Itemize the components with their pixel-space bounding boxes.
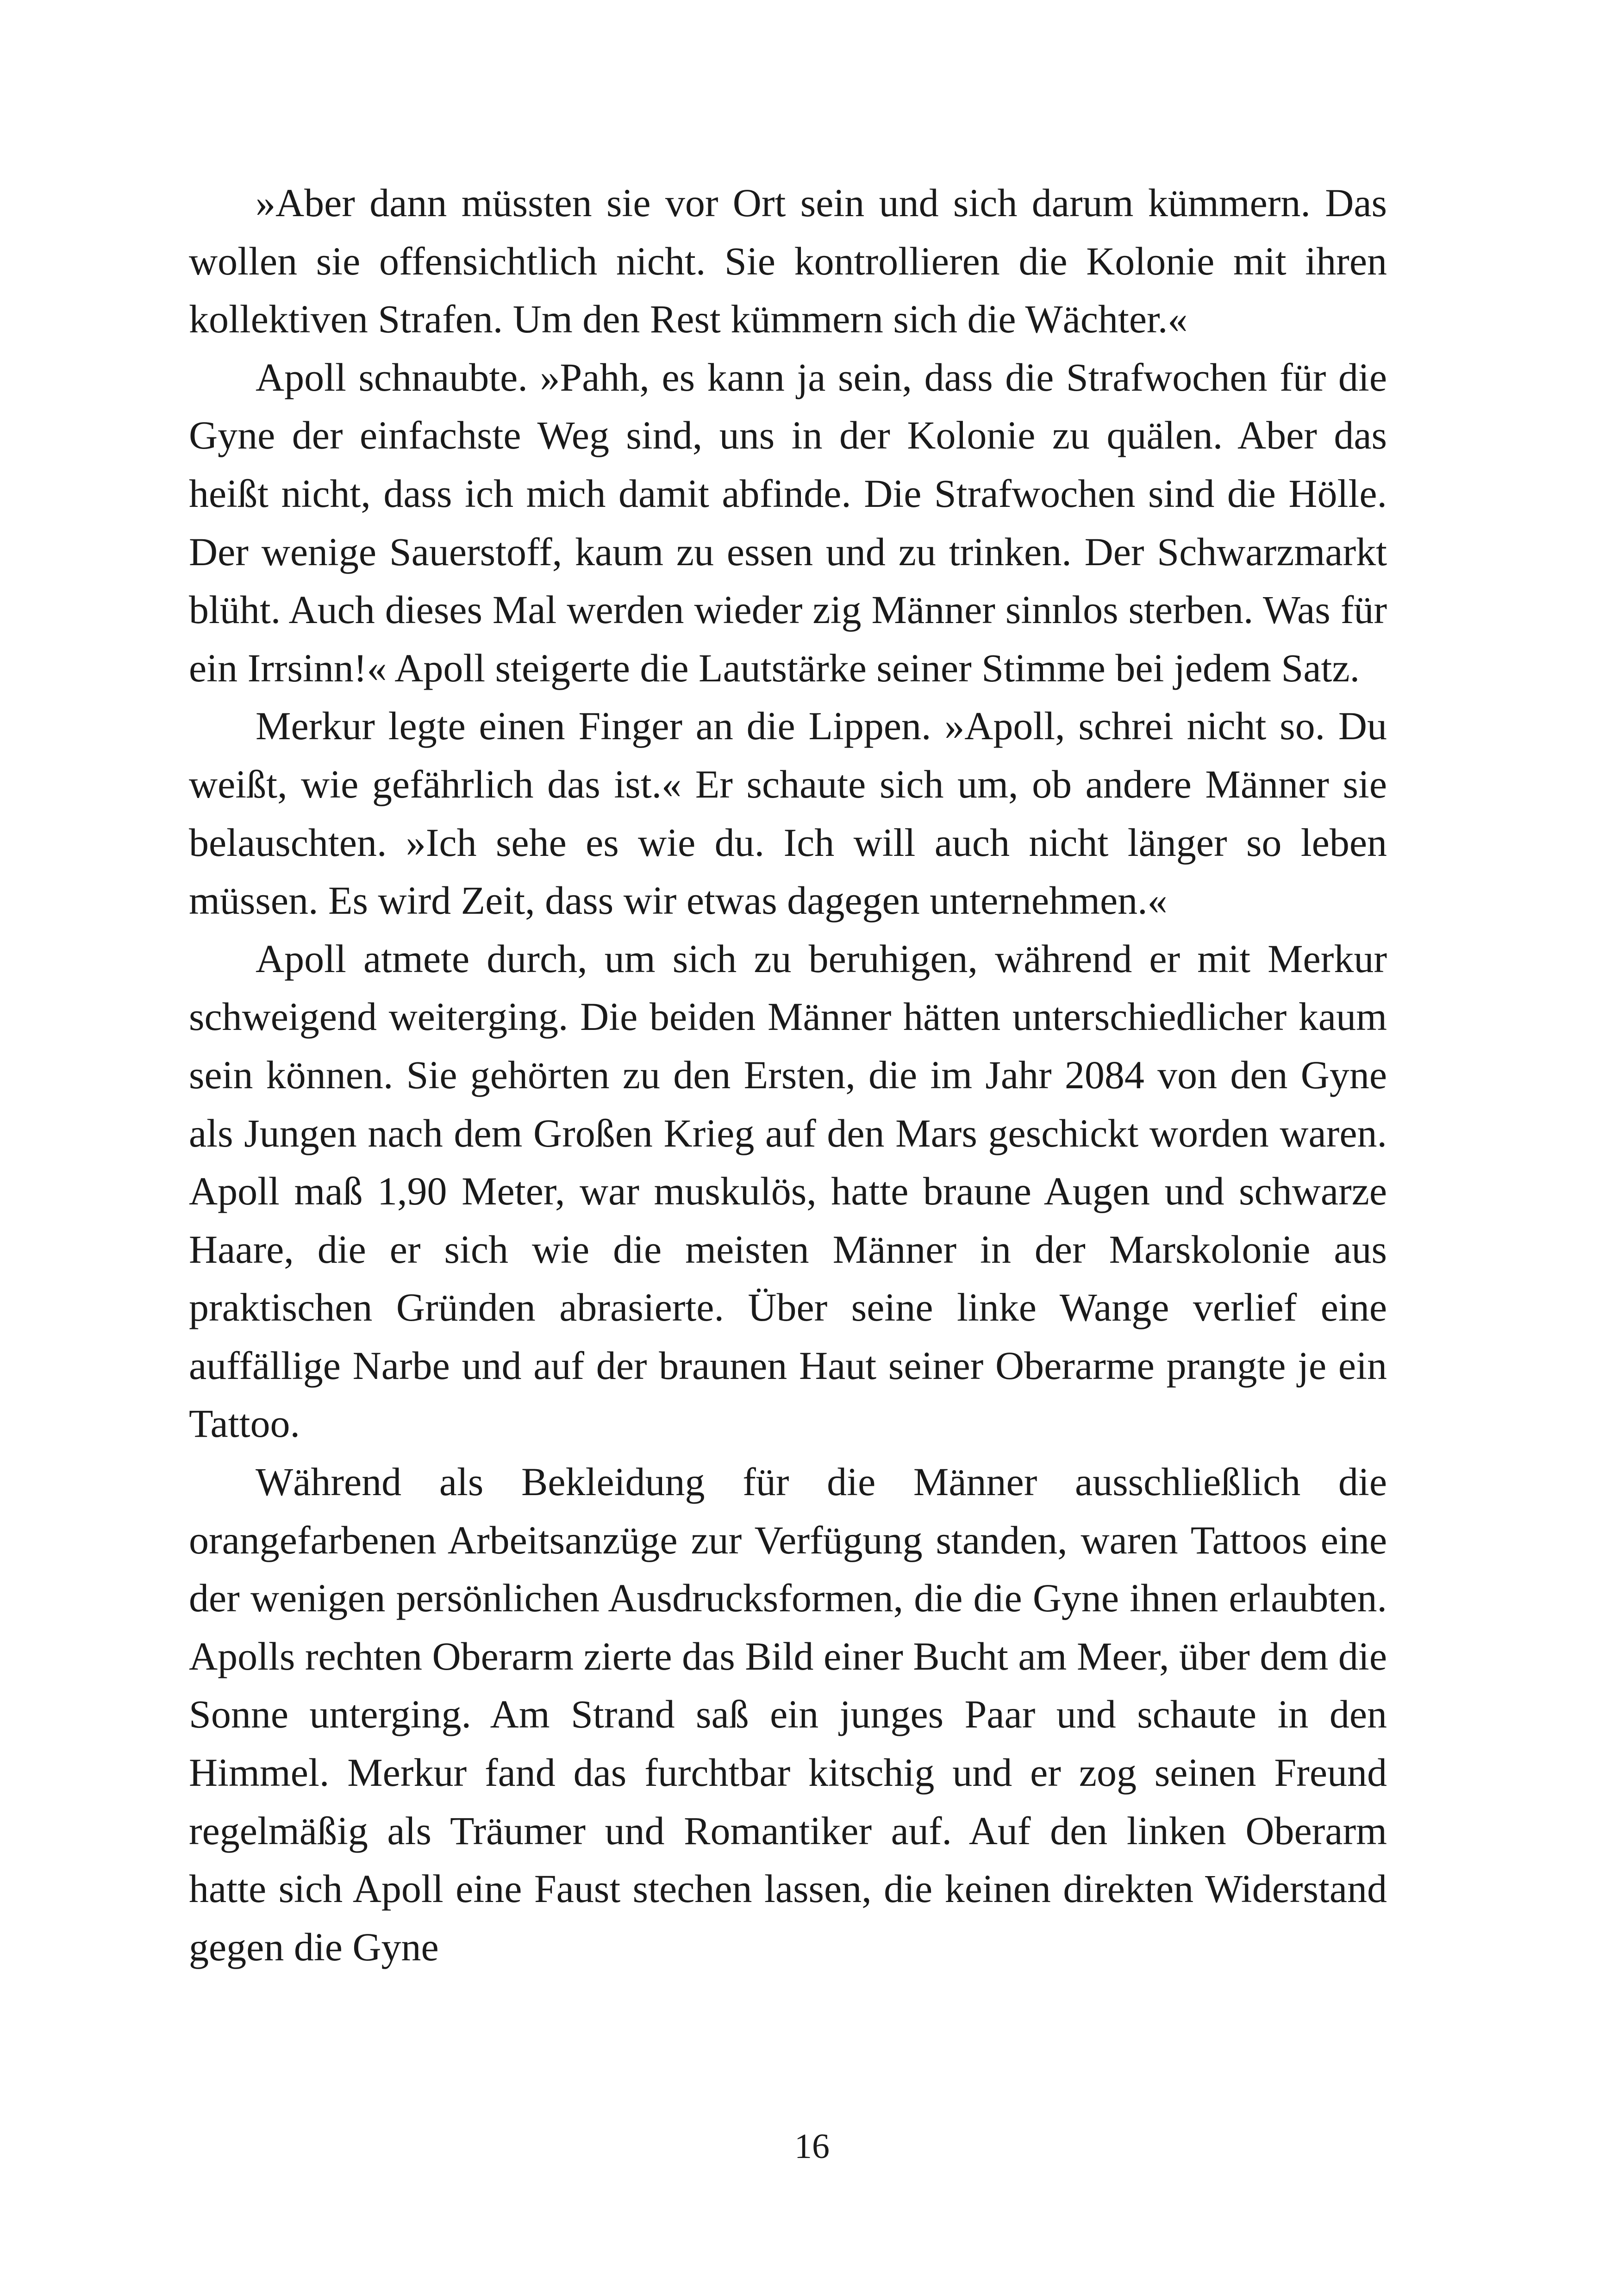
paragraph-3: Merkur legte einen Finger an die Lippen. »Apoll, schrei nicht so. Du weißt, wie gefährlich das ist.« Er schaute sich um, ob andere Männer sie belauschten. »Ich sehe es wie du. Ich will auch nicht länger so leben müssen. Es wird Zeit, dass wir etwas dagegen unternehmen.«	[189, 704, 1387, 923]
paragraph-4: Apoll atmete durch, um sich zu beruhigen, während er mit Merkur schweigend weiterging. Die beiden Männer hätten unterschiedlicher kaum sein können. Sie gehörten zu den Ersten, die im Jahr 2084 von den Gyne als Jungen nach dem Großen Krieg auf den Mars geschickt worden waren. Apoll maß 1,90 Meter, war muskulös, hatte braune Augen und schwarze Haare, die er sich wie die meisten Männer in der Marskolonie aus praktischen Gründen abrasierte. Über seine linke Wange verlief eine auffällige Narbe und auf der braunen Haut seiner Oberarme prangte je ein Tattoo.	[189, 936, 1387, 1446]
paragraph-5: Während als Bekleidung für die Männer ausschließlich die orangefarbenen Arbeitsanzüge zur Verfügung standen, waren Tattoos eine der wenigen persönlichen Ausdrucksformen, die die Gyne ihnen erlaubten. Apolls rechten Oberarm zierte das Bild einer Bucht am Meer, über dem die Sonne unterging. Am Strand saß ein junges Paar und schaute in den Himmel. Merkur fand das furchtbar kitschig und er zog seinen Freund regelmäßig als Träumer und Romantiker auf. Auf den linken Oberarm hatte sich Apoll eine Faust stechen lassen, die keinen direkten Widerstand gegen die Gyne	[189, 1459, 1387, 1969]
page-number: 16	[794, 2127, 830, 2166]
body-text	[189, 174, 1387, 1976]
paragraph-2: Apoll schnaubte. »Pahh, es kann ja sein, dass die Strafwochen für die Gyne der einfachste Weg sind, uns in der Kolonie zu quälen. Aber das heißt nicht, dass ich mich damit abfinde. Die Strafwochen sind die Hölle. Der wenige Sauerstoff, kaum zu essen und zu trinken. Der Schwarzmarkt blüht. Auch dieses Mal werden wieder zig Männer sinnlos sterben. Was für ein Irrsinn!« Apoll steigerte die Lautstärke seiner Stimme bei jedem Satz.	[189, 355, 1387, 690]
paragraph-1: »Aber dann müssten sie vor Ort sein und sich darum kümmern. Das wollen sie offensichtlich nicht. Sie kontrollieren die Kolonie mit ihren kollektiven Strafen. Um den Rest kümmern sich die Wächter.«	[189, 181, 1387, 342]
